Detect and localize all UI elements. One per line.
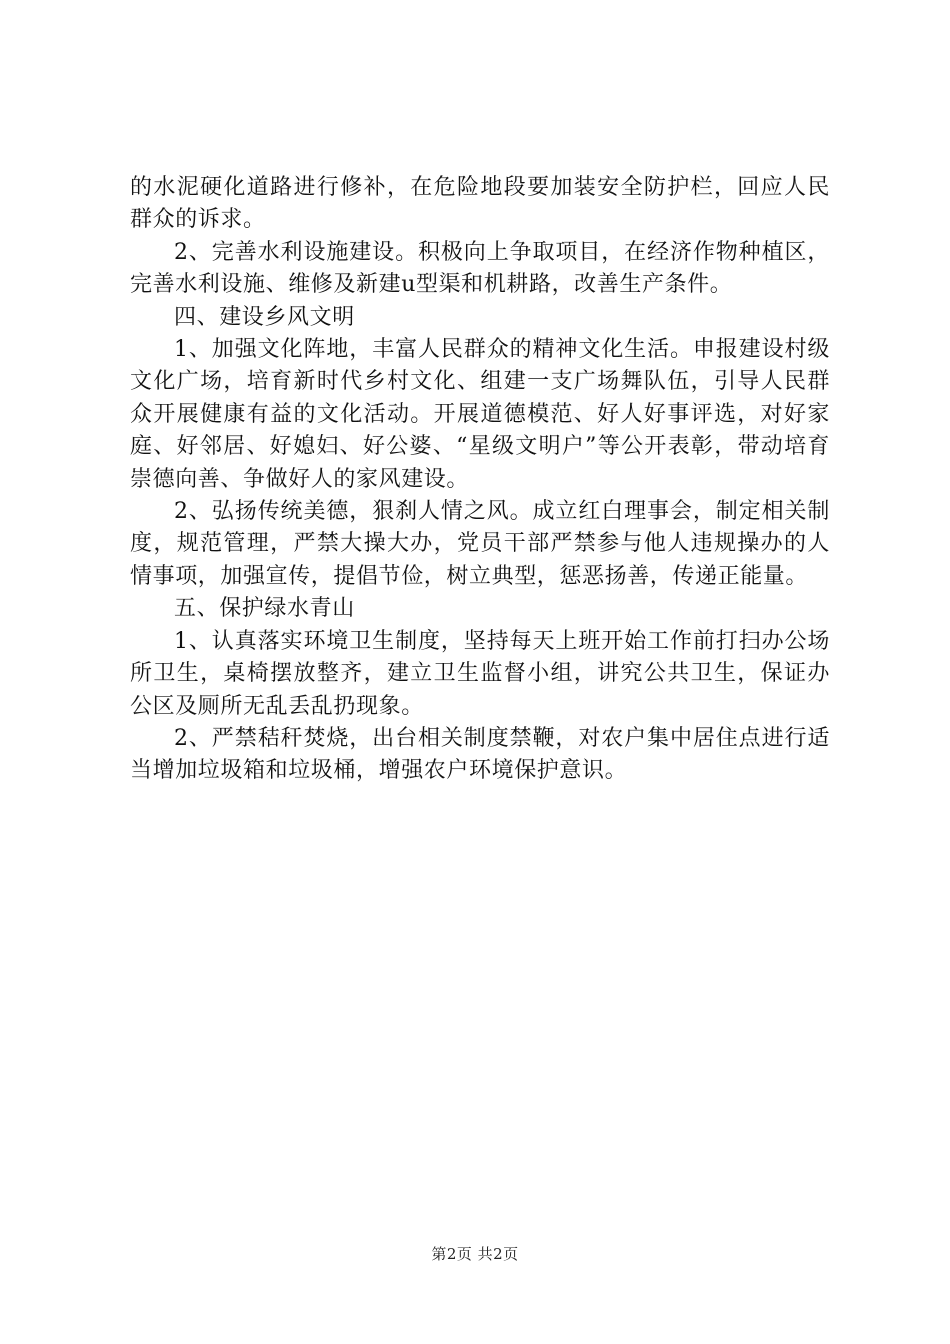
section-heading-rural-civilization: 四、建设乡风文明: [174, 304, 355, 330]
paragraph-water-facilities: 2、完善水利设施建设。积极向上争取项目，在经济作物种植区，完善水利设施、维修及新建u型渠和机耕路，改善生产条件。: [130, 239, 830, 298]
paragraph-cultural-position: 1、加强文化阵地，丰富人民群众的精神文化生活。申报建设村级文化广场，培育新时代乡村文化、组建一支广场舞队伍，引导人民群众开展健康有益的文化活动。开展道德模范、好人好事评选，对好家庭、好邻居、好媳妇、好公婆、“星级文明户”等公开表彰，带动培育崇德向善、争做好人的家风建设。: [130, 337, 830, 492]
paragraph-traditional-virtues: 2、弘扬传统美德，狠刹人情之风。成立红白理事会，制定相关制度，规范管理，严禁大操大办，党员干部严禁参与他人违规操办的人情事项，加强宣传，提倡节俭，树立典型，惩恶扬善，传递正能量。: [130, 499, 830, 589]
paragraph-straw-burning-ban: 2、严禁秸秆焚烧，出台相关制度禁鞭，对农户集中居住点进行适当增加垃圾箱和垃圾桶，增强农户环境保护意识。: [130, 725, 830, 784]
paragraph-sanitation-system: 1、认真落实环境卫生制度，坚持每天上班开始工作前打扫办公场所卫生，桌椅摆放整齐，建立卫生监督小组，讲究公共卫生，保证办公区及厕所无乱丢乱扔现象。: [130, 628, 830, 719]
section-heading-green-mountains: 五、保护绿水青山: [174, 596, 355, 622]
page-number-footer: 第2页 共2页: [431, 1245, 519, 1263]
document-body: [130, 172, 830, 788]
paragraph-road-repair: 的水泥硬化道路进行修补，在危险地段要加装安全防护栏，回应人民群众的诉求。: [130, 175, 830, 233]
